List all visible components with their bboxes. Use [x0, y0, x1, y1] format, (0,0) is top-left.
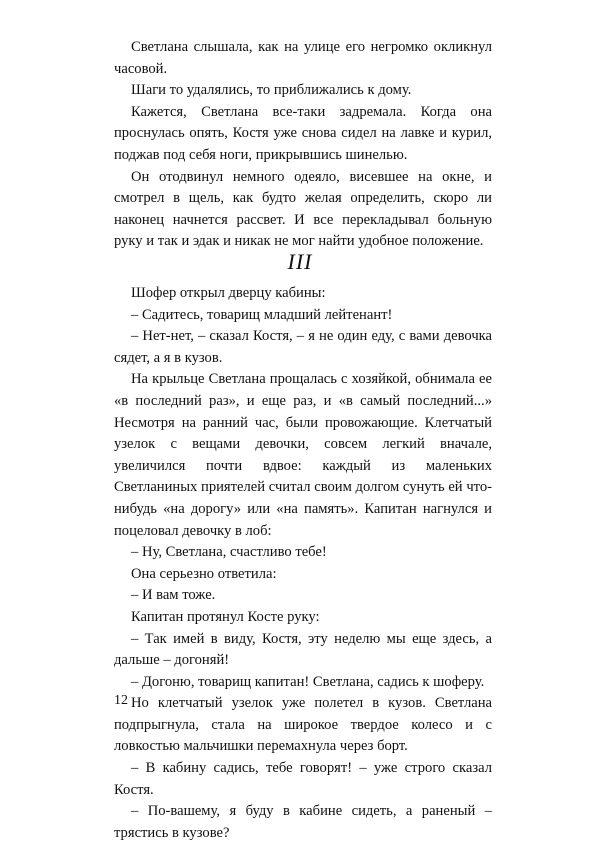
paragraph: Шофер открыл дверцу кабины: — [131, 285, 326, 301]
paragraph: Он отодвинул немного одеяло, висевшее на окне, и смотрел в щель, как будто желая определить, скоро ли наконец начнется рассвет. И все перекладывал больную руку и так и эдак и никак не мог найти удобное положение. — [114, 168, 492, 250]
paragraph: – И вам тоже. — [131, 587, 216, 604]
paragraph: – Нет-нет, – сказал Костя, – я не один еду, с вами девочка сядет, а я в кузов. — [114, 328, 492, 366]
paragraph: Она серьезно ответила: — [131, 565, 277, 582]
text-section-before — [114, 37, 492, 253]
paragraph: – Догоню, товарищ капитан! Светлана, садись к шоферу. — [131, 673, 485, 690]
page-number: 12 — [114, 693, 128, 708]
text-section-after — [114, 283, 492, 844]
paragraph: – Садитесь, товарищ младший лейтенант! — [131, 306, 393, 323]
paragraph: – Ну, Светлана, счастливо тебе! — [131, 544, 327, 561]
paragraph: Капитан протянул Косте руку: — [131, 608, 320, 625]
paragraph: – По-вашему, я буду в кабине сидеть, а раненый – трястись в кузове? — [114, 803, 492, 841]
paragraph: – Так имей в виду, Костя, эту неделю мы еще здесь, а дальше – догоняй! — [114, 630, 492, 669]
paragraph: Шаги то удалялись, то приближались к дому. — [131, 82, 412, 99]
paragraph: Светлана слышала, как на улице его негромко окликнул часовой. — [114, 39, 492, 77]
paragraph: Кажется, Светлана все-таки задремала. Когда она проснулась опять, Костя уже снова сидел на лавке и курил, поджав под себя ноги, прикрывшись шинелью. — [114, 103, 492, 163]
paragraph: – В кабину садись, тебе говорят! – уже строго сказал Костя. — [114, 760, 492, 798]
paragraph: Но клетчатый узелок уже полетел в кузов. Светлана подпрыгнула, стала на широкое твердое колесо и с ловкостью мальчишки перемахнула через борт. — [114, 695, 492, 755]
chapter-heading: III — [287, 249, 313, 274]
paragraph: На крыльце Светлана прощалась с хозяйкой, обнимала ее «в последний раз», и еще раз, и «в самый последний...» Несмотря на ранний час, были провожающие. Клетчатый узелок с вещами девочки, совсем легкий вначале, увеличился почти вдвое: каждый из маленьких Светланиных приятелей считал своим долгом сунуть ей что-нибудь «на дорогу» или «на память». Капитан нагнулся и поцеловал девочку в лоб: — [114, 371, 492, 539]
